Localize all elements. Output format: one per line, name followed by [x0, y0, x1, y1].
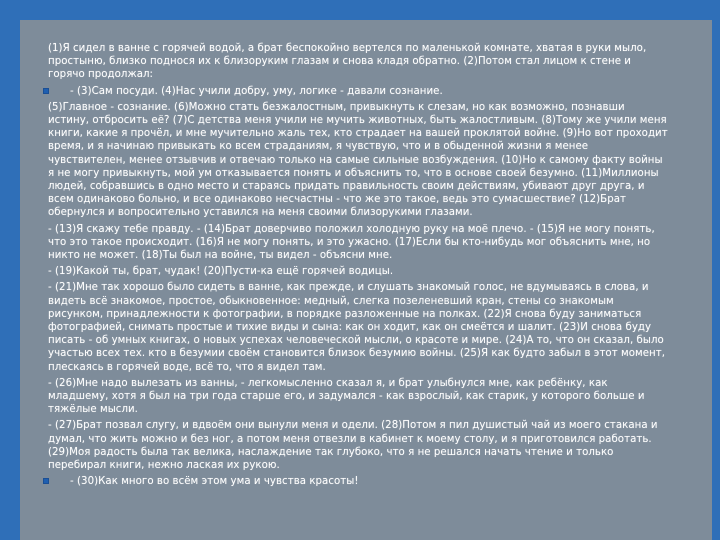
- paragraph-3: (5)Главное - сознание. (6)Можно стать безжалостным, привыкнуть к слезам, но как возможно, познавши истину, отбросить её? (7)С детства меня учили не мучить животных, быть жалостливым. (8)Тому же учили меня книги, какие я прочёл, и мне мучительно жаль тех, кто страдает на вашей проклятой войне. (9)Но вот проходит время, и я начинаю привыкать ко всем страданиям, я чувствую, что и в обыденной жизни я менее чувствителен, менее отзывчив и отвечаю только на самые сильные возбуждения. (10)Но к самому факту войны я не могу привыкнуть, мой ум отказывается понять и объяснить то, что в основе своей безумно. (11)Миллионы людей, собравшись в одно место и стараясь придать правильность своим действиям, убивают друг друга, и всем одинаково больно, и все одинаково несчастны - что же это такое, ведь это сумасшествие? (12)Брат обернулся и вопросительно уставился на меня своими близорукими глазами.: [48, 101, 668, 219]
- square-bullet-icon: [43, 478, 49, 484]
- bullet-item-2: [48, 475, 668, 488]
- bullet-item-1: [48, 85, 668, 98]
- paragraph-4: - (13)Я скажу тебе правду. - (14)Брат доверчиво положил холодную руку на моё плечо. - (15)Я не могу понять, что это такое происходит. (16)Я не могу понять, и это ужасно. (17)Если бы кто-нибудь мог объяснить мне, но никто не может. (18)Ты был на войне, ты видел - объясни мне.: [48, 223, 655, 262]
- paragraph-8: - (27)Брат позвал слугу, и вдвоём они вынули меня и одели. (28)Потом я пил душистый чай из моего стакана и думал, что жить можно и без ног, а потом меня отвезли в кабинет к моему столу, и я приготовился работать. (29)Моя радость была так велика, наслаждение так глубоко, что я не решался начать чтение и только перебирал книги, нежно лаская их рукою.: [48, 420, 658, 472]
- paragraph-6: - (21)Мне так хорошо было сидеть в ванне, как прежде, и слушать знакомый голос, не вдумываясь в слова, и видеть всё знакомое, простое, обыкновенное: медный, слегка позеленевший кран, стены со знакомым рисунком, принадлежности к фотографии, в порядке разложенные на полках. (22)Я снова буду заниматься фотографией, снимать простые и тихие виды и сына: как он ходит, как он смеётся и шалит. (23)И снова буду писать - об умных книгах, о новых успехах человеческой мысли, о красоте и мире. (24)А то, что он сказал, было участью всех тех. кто в безумии своём становится близок безумию войны. (25)Я как будто забыл в этот момент, плескаясь в горячей воде, всё то, что я видел там.: [48, 282, 666, 373]
- bullet-item-1-text: - (3)Сам посуди. (4)Нас учили добру, уму, логике - давали сознание.: [70, 85, 443, 97]
- square-bullet-icon: [43, 88, 49, 94]
- paragraph-5: - (19)Какой ты, брат, чудак! (20)Пусти-ка ещё горячей водицы.: [48, 266, 394, 278]
- paragraph-7: - (26)Мне надо вылезать из ванны, - легкомысленно сказал я, и брат улыбнулся мне, как ребёнку, как младшему, хотя я был на три года старше его, и задумался - как взрослый, как старик, у которого больше и тяжёлые мысли.: [48, 377, 645, 416]
- bullet-item-2-text: - (30)Как много во всём этом ума и чувства красоты!: [70, 476, 359, 488]
- paragraph-1: (1)Я сидел в ванне с горячей водой, а брат беспокойно вертелся по маленькой комнате, хватая в руки мыло, простыню, близко поднося их к близоруким глазам и снова кладя обратно. (2)Потом стал лицом к стене и горячо продолжал:: [48, 43, 647, 81]
- text-content: [48, 42, 668, 492]
